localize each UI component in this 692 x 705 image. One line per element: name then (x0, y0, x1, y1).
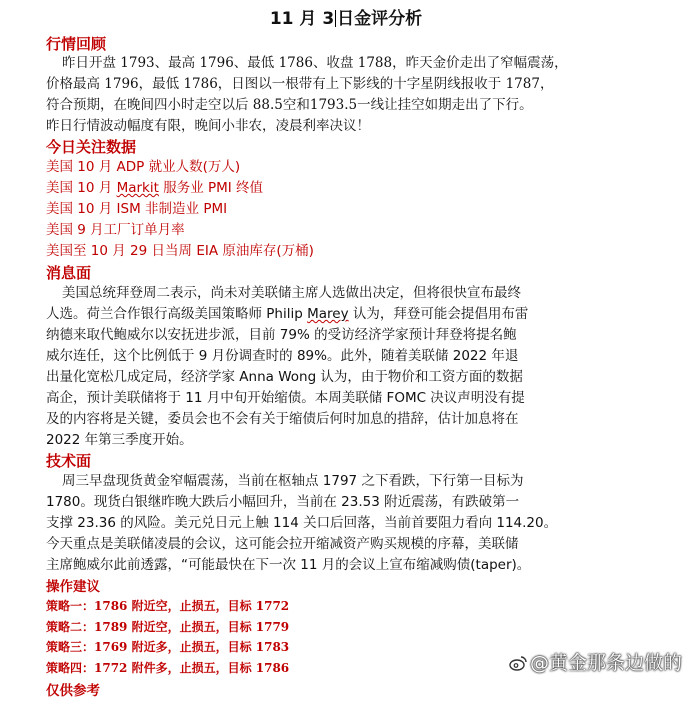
title-part2: 日金评分析 (337, 9, 423, 29)
technical-line-3: 支撑 23.36 的风险。美元兑日元上触 114 关口后回落，当前首要阻力看向 114.20。 (46, 515, 558, 531)
news-line-4: 威尔连任，这个比例低于 9 月份调查时的 89%。此外，随着美联储 2022 年退 (46, 348, 519, 364)
strategy-4: 策略四：1772 附件多，止损五，目标 1786 (46, 661, 290, 675)
section-heading-review: 行情回顾 (46, 35, 107, 53)
technical-line-4: 今天重点是美联储凌晨的会议，这可能会拉开缩减资产购买规模的序幕，美联储 (46, 536, 519, 552)
news-line-7: 及的内容将是关键，委员会也不会有关于缩债后何时加息的措辞，估计加息将在 (46, 411, 519, 427)
technical-line-5: 主席鲍威尔此前透露，“可能最快在下一次 11 月的会议上宣布缩减购债(taper)。 (46, 557, 531, 573)
focus-item: 美国 10 月 ADP 就业人数(万人) (46, 159, 241, 175)
weibo-icon (509, 654, 527, 672)
focus-item: 美国 9 月工厂订单月率 (46, 222, 185, 238)
strategy-2: 策略二：1789 附近空，止损五，目标 1779 (46, 620, 290, 634)
technical-line-1: 周三早盘现货黄金窄幅震荡，当前在枢轴点 1797 之下看跌，下行第一目标为 (62, 473, 524, 489)
news-line-5: 出量化宽松几成定局，经济学家 Anna Wong 认为，由于物价和工资方面的数据 (46, 369, 523, 385)
focus-item: 美国至 10 月 29 日当周 EIA 原油库存(万桶) (46, 243, 314, 259)
review-line-1: 昨日开盘 1793、最高 1796、最低 1786、收盘 1788，昨天金价走出了窄幅震荡， (62, 55, 568, 71)
focus-item: 美国 10 月 ISM 非制造业 PMI (46, 201, 228, 217)
strategy-3: 策略三：1769 附近多，止损五，目标 1783 (46, 640, 290, 654)
watermark-text: @黄金那条边做的 (529, 652, 682, 674)
review-line-4: 昨日行情波动幅度有限，晚间小非农，凌晨利率决议！ (46, 118, 370, 134)
title-part1: 11 月 3 (269, 9, 335, 29)
review-line-2: 价格最高 1796，最低 1786，日图以一根带有上下影线的十字星阴线报收于 1787， (46, 76, 554, 92)
section-heading-news: 消息面 (46, 264, 92, 282)
news-line-6: 高企，预计美联储将于 11 月中旬开始缩债。本周美联储 FOMC 决议声明没有提 (46, 390, 525, 406)
text-cursor (335, 10, 336, 27)
technical-line-2: 1780。现货白银继昨晚大跌后小幅回升，当前在 23.53 附近震荡，有跌破第一 (46, 494, 520, 510)
section-heading-focus: 今日关注数据 (46, 138, 137, 156)
news-line-3: 纳德来取代鲍威尔以安抚进步派，目前 79% 的受访经济学家预计拜登将提名鲍 (46, 327, 517, 343)
footer-note: 仅供参考 (46, 683, 100, 699)
watermark (509, 648, 682, 675)
page-title (0, 4, 692, 29)
focus-item: 美国 10 月 Markit 服务业 PMI 终值 (46, 180, 264, 196)
news-line-2: 人选。荷兰合作银行高级美国策略师 Philip Marey 认为，拜登可能会提倡用布雷 (46, 306, 529, 322)
section-heading-technical: 技术面 (46, 452, 92, 470)
news-line-8: 2022 年第三季度开始。 (46, 432, 193, 448)
section-heading-advice: 操作建议 (46, 579, 100, 595)
strategy-1: 策略一：1786 附近空，止损五，目标 1772 (46, 599, 290, 613)
news-line-1: 美国总统拜登周二表示，尚未对美联储主席人选做出决定，但将很快宣布最终 (62, 285, 521, 301)
review-line-3: 符合预期，在晚间四小时走空以后 88.5空和1793.5一线让挂空如期走出了下行。 (46, 97, 533, 113)
